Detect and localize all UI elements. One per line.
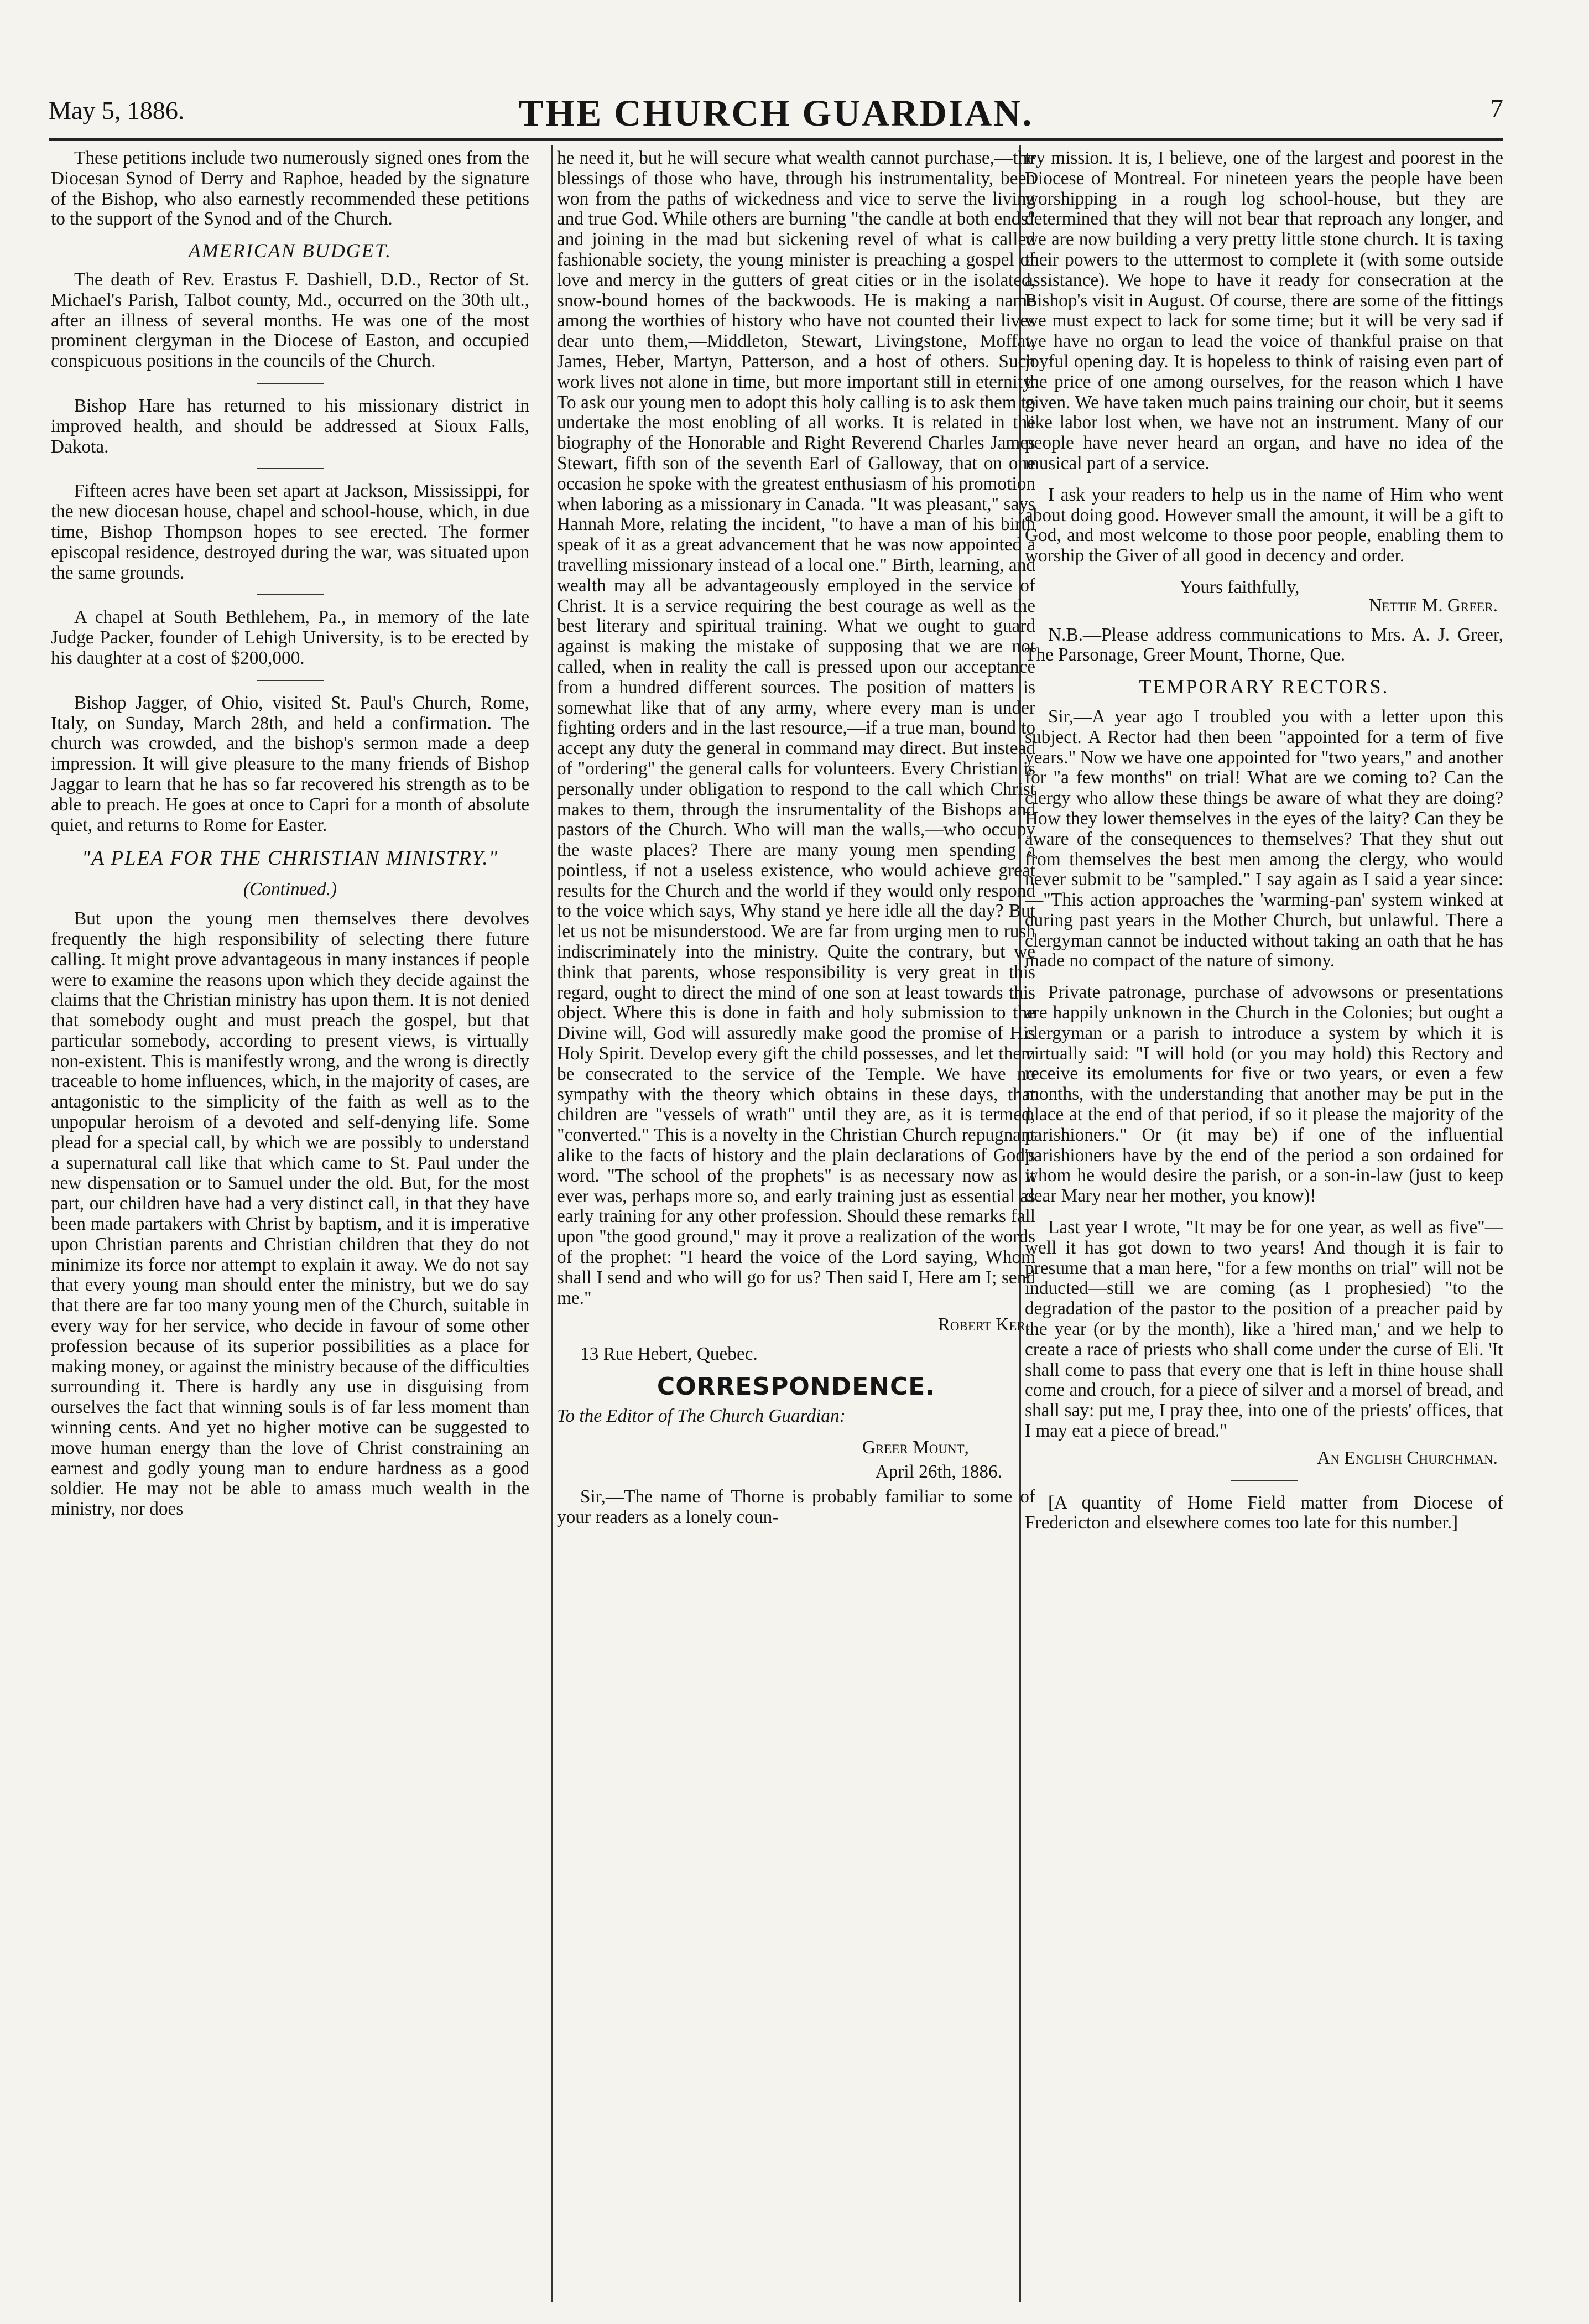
letter-date: April 26th, 1886. <box>875 1462 1002 1483</box>
column-1 <box>51 148 529 2300</box>
rectors-paragraph-1: Sir,—A year ago I troubled you with a letter upon this subject. A Rector had then been "appointed for a term of five years." Now we have one appointed for "two years," and another for "a few months" on trial! What are we coming to? Can the clergy who allow these things be aware of what they are doing? How they lower themselves in the eyes of the laity? Can they be aware of the consequences to themselves? That they shut out from themselves the best men among the clergy, who would never submit to be "sampled." I say again as I said a year since:—"This action approaches the 'warming-pan' system winked at during past years in the Mother Church, but unlawful. There a clergyman cannot be inducted without taking an oath that he has made no compact of the nature of simony. <box>1025 706 1503 971</box>
plea-title: "A PLEA FOR THE CHRISTIAN MINISTRY." <box>81 847 499 870</box>
budget-item-1: The death of Rev. Erastus F. Dashiell, D.D., Rector of St. Michael's Parish, Talbot county, Md., occurred on the 30th ult., after an illness of several months. He was one of the most prominent clergyman in the Diocese of Easton, and occupied conspicuous positions in the councils of the Church. <box>51 269 529 372</box>
letter-paragraph-2: I ask your readers to help us in the name of Him who went about doing good. However small the amount, it will be a gift to God, and most welcome to those poor people, enabling them to worship the Giver of all good in decency and order. <box>1025 484 1503 566</box>
item-separator <box>257 383 324 384</box>
item-separator <box>1231 1480 1298 1481</box>
editor-bracket-note: [A quantity of Home Field matter from Diocese of Fredericton and elsewhere comes too late for this number.] <box>1025 1492 1503 1533</box>
correspondence-heading: CORRESPONDENCE. <box>657 1372 936 1401</box>
rectors-paragraph-3: Last year I wrote, "It may be for one year, as well as five"—well it has got down to two years! And though it is fair to presume that a man here, "for a few months on trial" will not be inducted—still we are coming (as I prophesied) "to the degradation of the pastor to the position of a preacher paid by the year (or by the month), like a 'hired man,' and we help to create a race of priests who shall come under the curse of Eli. 'It shall come to pass that every one that is left in thine house shall come and crouch, for a piece of silver and a morsel of bread, and shall say: put me, I pray thee, into one of the priests' offices, that I may eat a piece of bread." <box>1025 1217 1503 1442</box>
column-2 <box>557 148 1035 2300</box>
to-editor-line: To the Editor of The Church Guardian: <box>557 1405 846 1426</box>
plea-address: 13 Rue Hebert, Quebec. <box>580 1344 758 1365</box>
temporary-rectors-title: TEMPORARY RECTORS. <box>1139 675 1389 698</box>
item-separator <box>257 680 324 681</box>
header-rule <box>49 138 1503 141</box>
nb-note: N.B.—Please address communications to Mrs. A. J. Greer, The Parsonage, Greer Mount, Thorne, Que. <box>1025 624 1503 666</box>
column-3 <box>1025 148 1503 2300</box>
item-separator <box>257 468 324 469</box>
letter-place: Greer Mount, <box>862 1437 969 1458</box>
plea-continuation: he need it, but he will secure what wealth cannot purchase,—the blessings of those who have, through his instrumentality, been won from the paths of wickedness and vice to serve the living and true God. While others are burning "the candle at both ends" and joining in the mad but sickening revel of what is called fashionable society, the young minister is preaching a gospel of love and mercy in the gutters of great cities or in the isolated, snow-bound homes of the backwoods. He is making a name among the worthies of history who have not counted their lives dear unto them,—Middleton, Stewart, Livingstone, Moffat, James, Heber, Martyn, Patterson, and a host of others. Such work lives not alone in time, but more important still in eternity. To ask our young men to adopt this holy calling is to ask them to undertake the most enobling of all works. It is related in the biography of the Honorable and Right Reverend Charles James Stewart, fifth son of the seventh Earl of Galloway, that on one occasion he spoke with the greatest enthusiasm of his promotion when laboring as a missionary in Canada. "It was pleasant," says Hannah More, relating the incident, "to have a man of his birth speak of it as a great advancement that he was now appointed a travelling missionary instead of a local one." Birth, learning, and wealth may all be advantageously employed in the service of Christ. It is a service requiring the best courage as well as the best literary and spiritual training. What we ought to guard against is making the mistake of supposing that we are not called, when in reality the call is pressed upon our acceptance from a hundred different sources. The position of matters is somewhat like that of any army, where every man is under fighting orders and in the last resource,—if a true man, bound to accept any duty the general in command may direct. But instead of "ordering" the general calls for volunteers. Every Christian is personally under obligation to respond to the call which Christ makes to them, through the insrumentality of the Bishops and pastors of the Church. Who will man the walls,—who occupy the waste places? There are many young men spending a pointless, if not a useless existence, who would achieve great results for the Church and the world if they would only respond to the voice which says, Why stand ye here idle all the day? But let us not be misunderstood. We are far from urging men to rush indiscriminately into the ministry. Quite the contrary, but we think that parents, whose responsibility is very great in this regard, ought to direct the mind of one son at least towards this object. Where this is done in faith and holy submission to the Divine will, God will assuredly make good the promise of His Holy Spirit. Develop every gift the child possesses, and let them be consecrated to the service of the Temple. We have no sympathy with the theory which obtains in these days, that children are "vessels of wrath" until they are, as it is termed, "converted." This is a novelty in the Christian Church repugnant alike to the facts of history and the plain declarations of God's word. "The school of the prophets" is as necessary now as it ever was, perhaps more so, and early training just as essential as early training for any other profession. Should these remarks fall upon "the good ground," may it prove a realization of the words of the prophet: "I heard the voice of the Lord saying, Whom shall I send and who will go for us? Then said I, Here am I; send me." <box>557 148 1035 1308</box>
budget-item-3: Fifteen acres have been set apart at Jackson, Mississippi, for the new diocesan house, chapel and school-house, which, in due time, Bishop Thompson hopes to see erected. The former episcopal residence, destroyed during the war, was situated upon the same grounds. <box>51 481 529 583</box>
column-divider-1 <box>551 145 553 2302</box>
item-separator <box>257 594 324 595</box>
page-number: 7 <box>1490 94 1503 123</box>
letter-opening: Sir,—The name of Thorne is probably familiar to some of your readers as a lonely coun- <box>557 1486 1035 1527</box>
budget-item-4: A chapel at South Bethlehem, Pa., in memory of the late Judge Packer, founder of Lehigh University, is to be erected by his daughter at a cost of $200,000. <box>51 607 529 668</box>
letter-signature: Nettie M. Greer. <box>1368 595 1498 616</box>
rectors-signature: An English Churchman. <box>1317 1447 1498 1468</box>
plea-paragraph: But upon the young men themselves there devolves frequently the high responsibility of selecting there future calling. It might prove advantageous in many instances if people were to examine the reasons upon which they decide against the claims that the Christian ministry has upon them. It is not denied that somebody ought and must preach the gospel, but that particular somebody, according to present views, is virtually non-existent. This is manifestly wrong, and the wrong is directly traceable to home influences, which, in the majority of cases, are antagonistic to the simplicity of the faith as well as to the unpopular heroism of a devoted and self-denying life. Some plead for a special call, by which we are possibly to understand a supernatural call like that which came to St. Paul under the new dispensation or to Samuel under the old. But, for the most part, our children have had a very distinct call, in that they have been made partakers with Christ by baptism, and it is imperative upon Christian parents and Christian children that they do not minimize its force nor attempt to explain it away. We do not say that every young man should enter the ministry, but we do say that there are far too many young men of the Church, suitable in every way for her service, who decide in favour of some other profession because of its superior possibilities as a place for making money, or against the ministry because of the difficulties surrounding it. There is hardly any use in disguising from ourselves the fact that winning souls is of far less moment than winning cents. And yet no higher motive can be suggested to move human energy than the love of Christ constraining an earnest and godly young man to endure hardness as a good soldier. He may not be able to amass much wealth in the ministry, nor does <box>51 908 529 1520</box>
rectors-paragraph-2: Private patronage, purchase of advowsons or presentations are happily unknown in the Church in the Colonies; but ought a clergyman or a parish to introduce a system by which it is virtually said: "I will hold (or you may hold) this Rectory and receive its emoluments for five or two years, or even a few months, with the understanding that another may be put in the place at the end of that period, if so it please the majority of the parishioners." Or (it may be) if one of the influential parishioners have by the end of the period a son ordained for whom he would desire the parish, or a son-in-law (just to keep dear Mary near her mother, you know)! <box>1025 982 1503 1207</box>
petition-paragraph: These petitions include two numerously signed ones from the Diocesan Synod of Derry and Raphoe, headed by the signature of the Bishop, who also earnestly recommended these petitions to the support of the Synod and of the Church. <box>51 148 529 230</box>
budget-item-5: Bishop Jagger, of Ohio, visited St. Paul's Church, Rome, Italy, on Sunday, March 28th, and held a confirmation. The church was crowded, and the bishop's sermon made a deep impression. It will give pleasure to the many friends of Bishop Jaggar to learn that he has so far recovered his strength as to be able to preach. He goes at once to Capri for a month of absolute quiet, and returns to Rome for Easter. <box>51 692 529 835</box>
american-budget-title: AMERICAN BUDGET. <box>188 240 392 262</box>
continued-note: (Continued.) <box>243 879 337 900</box>
masthead-title: THE CHURCH GUARDIAN. <box>518 92 1034 134</box>
plea-signature: Robert Ker. <box>937 1314 1030 1335</box>
budget-item-2: Bishop Hare has returned to his missionary district in improved health, and should be addressed at Sioux Falls, Dakota. <box>51 395 529 457</box>
issue-date: May 5, 1886. <box>49 96 185 124</box>
letter-continuation: try mission. It is, I believe, one of the largest and poorest in the Diocese of Montreal. For nineteen years the people have been worshipping in a rough log school-house, but they are determined that they will not bear that reproach any longer, and we are now building a very pretty little stone church. It is taxing their powers to the uttermost to complete it (with some outside assistance). We hope to have it ready for consecration at the Bishop's visit in August. Of course, there are some of the fittings we must expect to lack for some time; but it will be very sad if we have no organ to lead the voice of thankful praise on that joyful opening day. It is hopeless to think of raising even part of the price of one among ourselves, for the reason which I have given. We have taken much pains training our choir, but it seems like labor lost when, we have not an instrument. Many of our people have never heard an organ, and have no idea of the musical part of a service. <box>1025 148 1503 474</box>
letter-closing: Yours faithfully, <box>1180 576 1300 597</box>
